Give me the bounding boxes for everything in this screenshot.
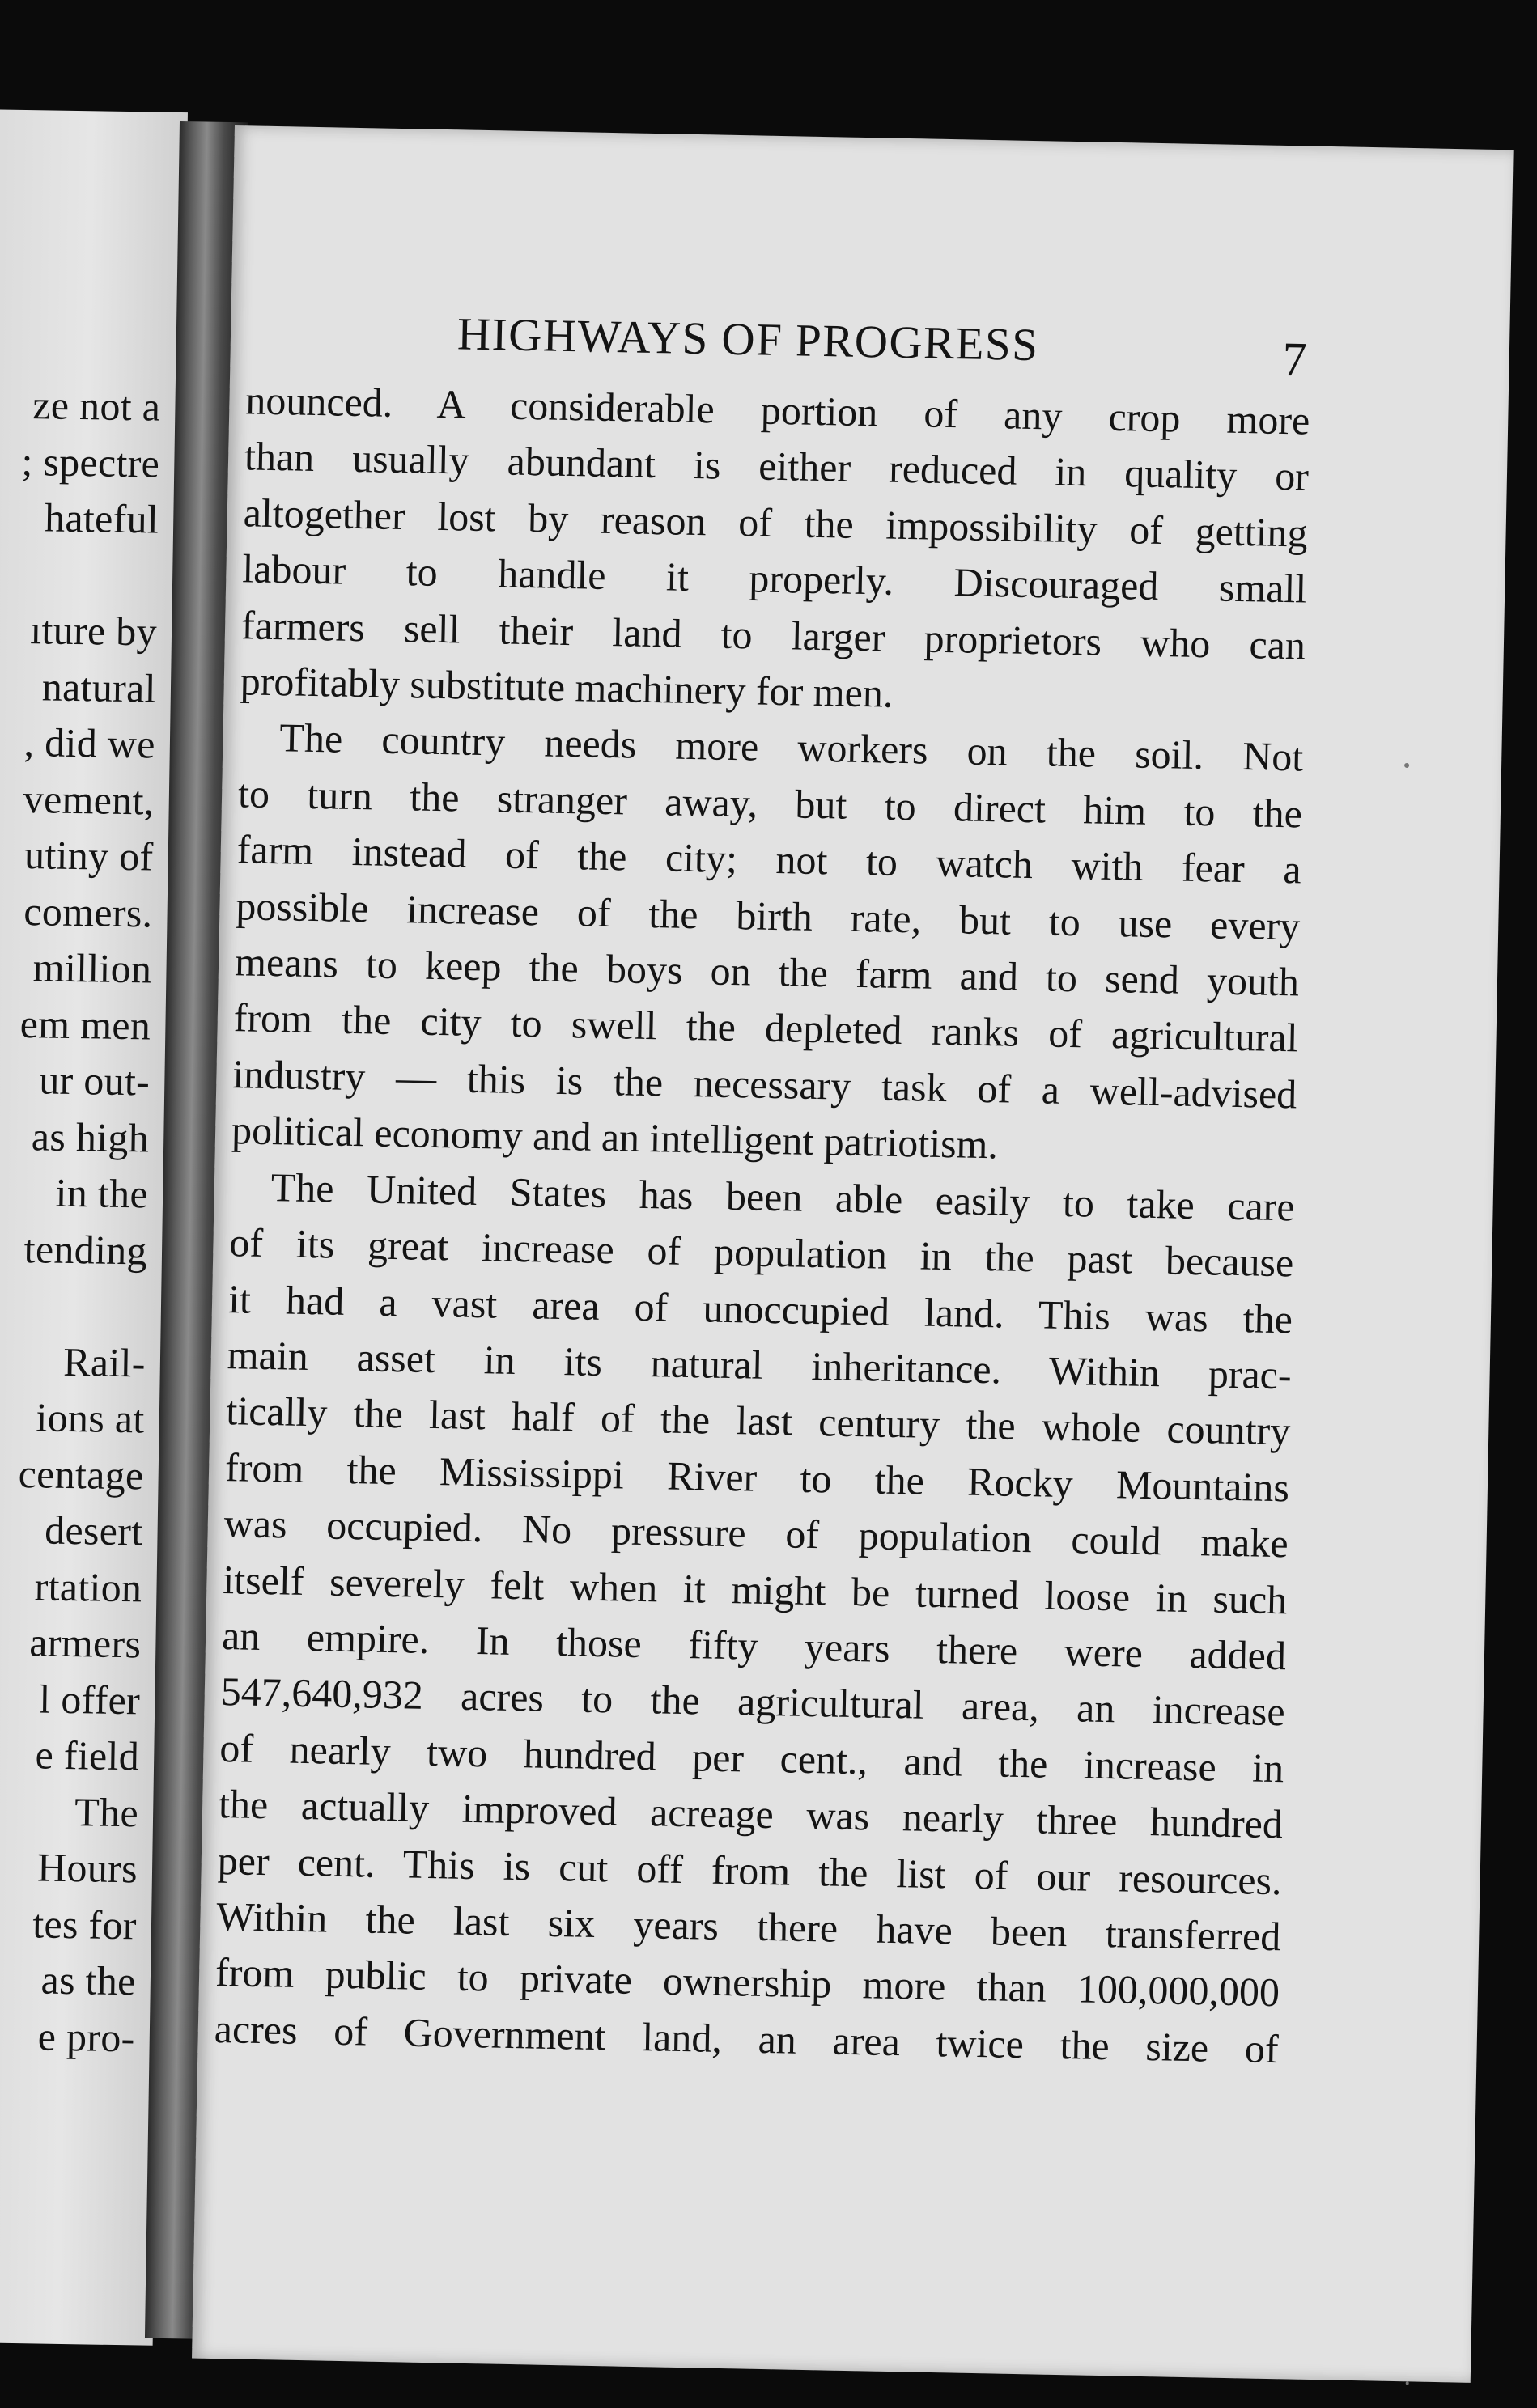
body-line: per cent. This is cut off from the list of our resources. <box>217 1837 1283 1903</box>
body-line: from public to private ownership more than 100,000,000 <box>214 1949 1280 2016</box>
body-line: The country needs more workers on the soil. Not <box>278 714 1304 780</box>
left-line: ıture by <box>29 607 158 655</box>
body-line: it had a vast area of unoccupied land. This was the <box>227 1275 1293 1342</box>
body-line: farm instead of the city; not to watch with fear a <box>236 826 1302 892</box>
body-line: Within the last six years there have been transferred <box>215 1893 1281 1960</box>
body-line: to turn the stranger away, but to direct him to the <box>237 770 1303 837</box>
running-head-title: HIGHWAYS OF PROGRESS <box>456 308 1039 371</box>
left-line: million <box>32 944 152 992</box>
body-line: political economy and an intelligent patriotism. <box>231 1107 999 1168</box>
left-line: utiny of <box>23 832 154 880</box>
body-line: nounced. A considerable portion of any crop more <box>244 377 1310 443</box>
left-line: vement, <box>23 775 155 824</box>
body-line: labour to handle it properly. Discouraged small <box>241 545 1307 612</box>
left-line: comers. <box>23 888 153 936</box>
left-line: rtation <box>34 1562 142 1610</box>
body-line: the actually improved acreage was nearly three hundred <box>218 1781 1284 1847</box>
left-line: e field <box>35 1732 140 1779</box>
left-line: The <box>74 1788 139 1835</box>
running-head <box>231 303 1316 387</box>
right-page <box>192 125 1514 2383</box>
body-line: of its great increase of population in the past because <box>228 1219 1294 1286</box>
left-line: , did we <box>23 719 156 767</box>
body-line: industry — this is the necessary task of a well-advised <box>231 1051 1297 1117</box>
body-line: itself severely felt when it might be turned loose in such <box>222 1556 1288 1622</box>
left-line: tending <box>23 1225 148 1273</box>
body-line: tically the last half of the last century the whole country <box>225 1388 1291 1454</box>
left-line: ze not a <box>32 382 161 430</box>
left-page-text <box>0 376 161 2067</box>
body-line: from the Mississippi River to the Rocky Mountains <box>224 1444 1290 1511</box>
left-line: armers <box>28 1619 142 1667</box>
left-line: ur out- <box>38 1057 151 1104</box>
left-line: l offer <box>38 1675 141 1723</box>
body-line: altogether lost by reason of the impossibility of getting <box>243 490 1309 556</box>
body-line: main asset in its natural inheritance. Within prac- <box>227 1332 1293 1398</box>
body-line: than usually abundant is either reduced in quality or <box>244 433 1310 499</box>
left-line: em men <box>19 1000 151 1049</box>
left-line: centage <box>18 1450 144 1498</box>
left-line: tes for <box>32 1900 138 1948</box>
body-line: 547,640,932 acres to the agricultural area, an increase <box>220 1668 1286 1735</box>
left-line: as high <box>31 1113 150 1161</box>
paper-speck <box>1404 763 1409 768</box>
body-line: The United States has been able easily to take care <box>270 1164 1296 1230</box>
body-line: acres of Government land, an area twice the size of <box>214 2005 1280 2071</box>
page-body <box>214 372 1310 2077</box>
left-gap <box>0 1276 146 1335</box>
left-gap <box>0 545 159 604</box>
left-line: natural <box>41 663 157 711</box>
body-line: means to keep the boys on the farm and to send youth <box>234 939 1300 1005</box>
body-line: profitably substitute machinery for men. <box>240 658 894 716</box>
left-line: ions at <box>36 1394 146 1442</box>
body-line: was occupied. No pressure of population could make <box>223 1500 1289 1566</box>
body-line: possible increase of the birth rate, but to use every <box>235 882 1301 949</box>
paper-speck <box>1406 2381 1409 2385</box>
left-line: Rail- <box>62 1338 146 1385</box>
left-line: ; spectre <box>21 438 160 486</box>
page-number: 7 <box>1282 332 1309 387</box>
left-line: hateful <box>44 494 159 542</box>
left-line: e pro- <box>37 2013 136 2060</box>
left-line: in the <box>55 1169 149 1217</box>
body-line: of nearly two hundred per cent., and the increase in <box>219 1724 1284 1791</box>
body-line: farmers sell their land to larger proprietors who can <box>240 601 1306 668</box>
left-line: as the <box>40 1956 137 2004</box>
body-line: an empire. In those fifty years there were added <box>221 1612 1287 1679</box>
left-line: Hours <box>36 1844 138 1892</box>
body-line: from the city to swell the depleted ranks of agricultural <box>233 994 1299 1061</box>
left-line: desert <box>44 1507 143 1554</box>
